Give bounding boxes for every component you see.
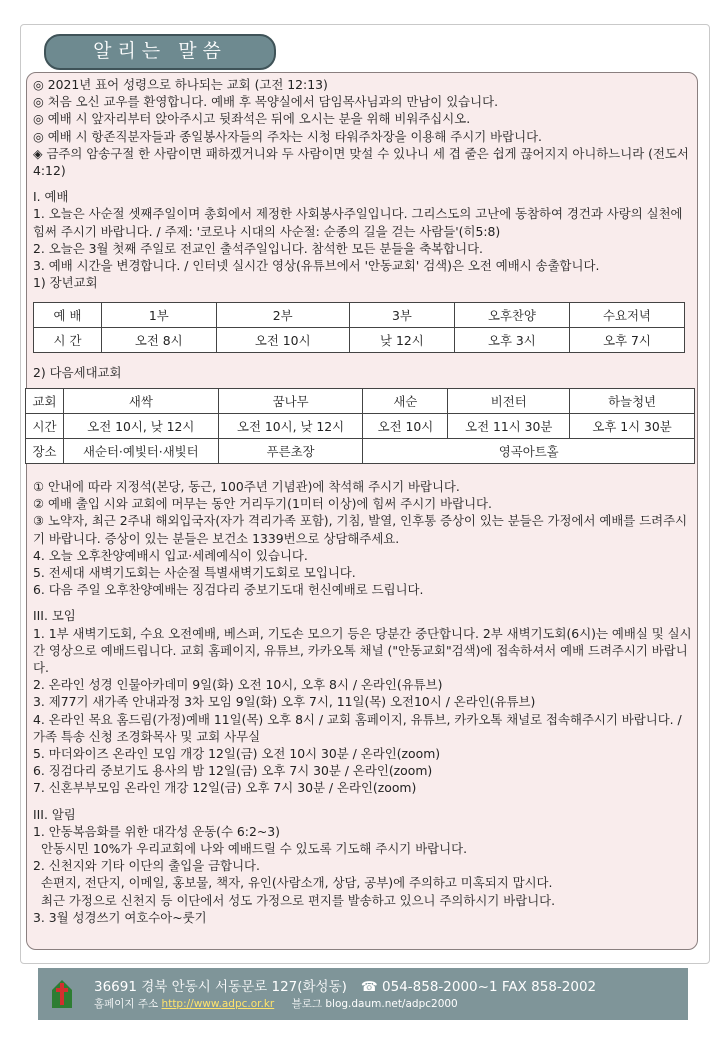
notice-item: 손편지, 전단지, 이메일, 홍보물, 책자, 유인(사람소개, 상담, 공부)에 주의하고 미혹되지 맙시다. bbox=[41, 875, 553, 891]
blog-link[interactable]: blog.daum.net/adpc2000 bbox=[325, 998, 458, 1010]
adult-schedule-table bbox=[33, 302, 685, 353]
notice-item: 3. 3월 성경쓰기 여호수아~룻기 bbox=[33, 909, 207, 925]
table-cell: 새싹 bbox=[63, 389, 218, 414]
worship-item: 2. 오늘은 3월 첫째 주일로 전교인 출석주일입니다. 참석한 모든 분들을 축복합니다. bbox=[33, 240, 483, 256]
worship-note: 6. 다음 주일 오후찬양예배는 징검다리 중보기도대 헌신예배로 드립니다. bbox=[33, 582, 424, 598]
worship-note: 4. 오늘 오후찬양예배시 입교·세례예식이 있습니다. bbox=[33, 547, 308, 563]
youth-church-label: 2) 다음세대교회 bbox=[33, 365, 122, 380]
meeting-item: 5. 마더와이즈 온라인 모임 개강 12일(금) 오전 10시 30분 / 온라인(zoom) bbox=[33, 746, 441, 762]
phone: ☎ 054-858-2000~1 FAX 858-2002 bbox=[360, 979, 597, 995]
motto-line: ◎ 2021년 표어 성령으로 하나되는 교회 (고전 12:13) bbox=[33, 77, 328, 92]
table-cell: 영곡아트홀 bbox=[363, 439, 695, 464]
table-cell: 오전 10시 bbox=[363, 414, 448, 439]
notice-item: 1. 안동복음화를 위한 대각성 운동(수 6:2~3) bbox=[33, 823, 280, 839]
table-row bbox=[34, 303, 685, 328]
section-title: 알리는 말씀 bbox=[44, 34, 276, 70]
table-cell: 오후찬양 bbox=[454, 303, 569, 328]
table-cell: 새순터·예빛터·새빛터 bbox=[63, 439, 218, 464]
table-cell: 교회 bbox=[26, 389, 64, 414]
notice-item: 최근 가정으로 신천지 등 이단에서 성도 가정으로 편지를 발송하고 있으니 주의하시기 바랍니다. bbox=[41, 892, 556, 908]
youth-schedule-table bbox=[25, 388, 695, 464]
table-cell: 오후 7시 bbox=[569, 328, 684, 353]
table-cell: 1부 bbox=[101, 303, 216, 328]
meeting-item: 1. 1부 새벽기도회, 수요 오전예배, 베스퍼, 기도손 모으기 등은 당분간 중단합니다. 2부 새벽기도회(6시)는 예배실 및 실시간 영상으로 예배드립니다. 교회 홈페이지, 유튜브, 카카오톡 채널 ("안동교회"검색)에 접속하셔서 예배 드려주시기 바랍니다. bbox=[33, 625, 692, 676]
adult-church-label: 1) 장년교회 bbox=[33, 275, 98, 291]
notice-heading: III. 알림 bbox=[33, 806, 76, 822]
table-cell: 오전 11시 30분 bbox=[448, 414, 570, 439]
table-cell: 푸른초장 bbox=[218, 439, 363, 464]
notes-and-meetings bbox=[33, 478, 693, 926]
table-cell: 비전터 bbox=[448, 389, 570, 414]
table-cell: 오전 8시 bbox=[101, 328, 216, 353]
table-cell: 예 배 bbox=[34, 303, 102, 328]
worship-note: ③ 노약자, 최근 2주내 해외입국자(자가 격리가족 포함), 기침, 발열, 인후통 증상이 있는 분들은 가정에서 예배를 드려주시기 바랍니다. 증상이 있는 분들은 보건소 1339번으로 상담해주세요. bbox=[33, 513, 688, 546]
homepage-label: 홈페이지 주소 bbox=[94, 998, 159, 1010]
homepage-link[interactable]: http://www.adpc.or.kr bbox=[161, 998, 275, 1010]
table-cell: 새순 bbox=[363, 389, 448, 414]
table-cell: 장소 bbox=[26, 439, 64, 464]
meeting-item: 3. 제77기 새가족 안내과정 3차 모임 9일(화) 오후 7시, 11일(목) 오전10시 / 온라인(유튜브) bbox=[33, 694, 536, 710]
worship-item: 3. 예배 시간을 변경합니다. / 인터넷 실시간 영상(유튜브에서 '안동교회' 검색)은 오전 예배시 송출합니다. bbox=[33, 258, 600, 274]
table-row bbox=[34, 328, 685, 353]
meeting-item: 2. 온라인 성경 인물아카데미 9일(화) 오전 10시, 오후 8시 / 온라인(유튜브) bbox=[33, 677, 443, 693]
table-row bbox=[26, 414, 695, 439]
links-line bbox=[94, 996, 458, 1011]
blog-label: 블로그 bbox=[291, 998, 323, 1010]
table-cell: 꿈나무 bbox=[218, 389, 363, 414]
seating-line: ◎ 예배 시 앞자리부터 앉아주시고 뒷좌석은 뒤에 오시는 분을 위해 비워주십시오. bbox=[33, 111, 471, 127]
table-row bbox=[26, 439, 695, 464]
worship-note: ① 안내에 따라 지정석(본당, 동근, 100주년 기념관)에 착석해 주시기 바랍니다. bbox=[33, 479, 460, 494]
meeting-item: 6. 징검다리 중보기도 용사의 밤 12일(금) 오후 7시 30분 / 온라인(zoom) bbox=[33, 763, 433, 779]
worship-note: ② 예배 출입 시와 교회에 머무는 동안 거리두기(1미터 이상)에 힘써 주시기 바랍니다. bbox=[33, 496, 492, 512]
table-cell: 수요저녁 bbox=[569, 303, 684, 328]
address: 36691 경북 안동시 서동문로 127(화성동) bbox=[94, 979, 347, 995]
worship-heading: I. 예배 bbox=[33, 189, 69, 205]
worship-item: 1. 오늘은 사순절 셋째주일이며 총회에서 제정한 사회봉사주일입니다. 그리스도의 고난에 동참하여 경건과 사랑의 실천에 힘써 주시기 바랍니다. / 주제: '코로나 시대의 사순절: 순종의 길을 걷는 사람들'(히5:8) bbox=[33, 206, 683, 239]
table-cell: 시 간 bbox=[34, 328, 102, 353]
table-cell: 3부 bbox=[349, 303, 454, 328]
worship-note: 5. 전세대 새벽기도회는 사순절 특별새벽기도회로 모입니다. bbox=[33, 565, 356, 581]
table-cell: 오후 3시 bbox=[454, 328, 569, 353]
parking-line: ◎ 예배 시 항존직분자들과 종일봉사자들의 주차는 시청 타워주차장을 이용해 주시기 바랍니다. bbox=[33, 128, 542, 144]
notice-item: 안동시민 10%가 우리교회에 나와 예배드릴 수 있도록 기도해 주시기 바랍니다. bbox=[41, 841, 468, 857]
table-cell: 오전 10시, 낮 12시 bbox=[218, 414, 363, 439]
table-cell: 하늘청년 bbox=[570, 389, 695, 414]
meeting-item: 7. 신혼부부모임 온라인 개강 12일(금) 오후 7시 30분 / 온라인(zoom) bbox=[33, 780, 417, 796]
memory-verse: ◈ 금주의 암송구절 한 사람이면 패하겠거니와 두 사람이면 맞설 수 있나니 세 겹 줄은 쉽게 끊어지지 아니하느니라 (전도서 4:12) bbox=[33, 145, 689, 179]
table-cell: 낮 12시 bbox=[349, 328, 454, 353]
table-row bbox=[26, 389, 695, 414]
table-cell: 2부 bbox=[216, 303, 349, 328]
notice-item: 2. 신천지와 기타 이단의 출입을 금합니다. bbox=[33, 858, 260, 874]
table-cell: 시간 bbox=[26, 414, 64, 439]
church-footer bbox=[38, 968, 688, 1020]
table-cell: 오후 1시 30분 bbox=[570, 414, 695, 439]
church-logo-icon bbox=[50, 978, 74, 1010]
address-line bbox=[94, 975, 596, 995]
welcome-line: ◎ 처음 오신 교우를 환영합니다. 예배 후 목양실에서 담임목사님과의 만남이 있습니다. bbox=[33, 94, 499, 110]
meetings-heading: III. 모임 bbox=[33, 608, 76, 624]
meeting-item: 4. 온라인 목요 홈드림(가정)예배 11일(목) 오후 8시 / 교회 홈페이지, 유튜브, 카카오톡 채널로 접속해주시기 바랍니다. / 가족 특송 신청 조경화목사 및 교회 사무실 bbox=[33, 711, 682, 744]
table-cell: 오전 10시, 낮 12시 bbox=[63, 414, 218, 439]
table-cell: 오전 10시 bbox=[216, 328, 349, 353]
intro-section bbox=[33, 76, 693, 291]
